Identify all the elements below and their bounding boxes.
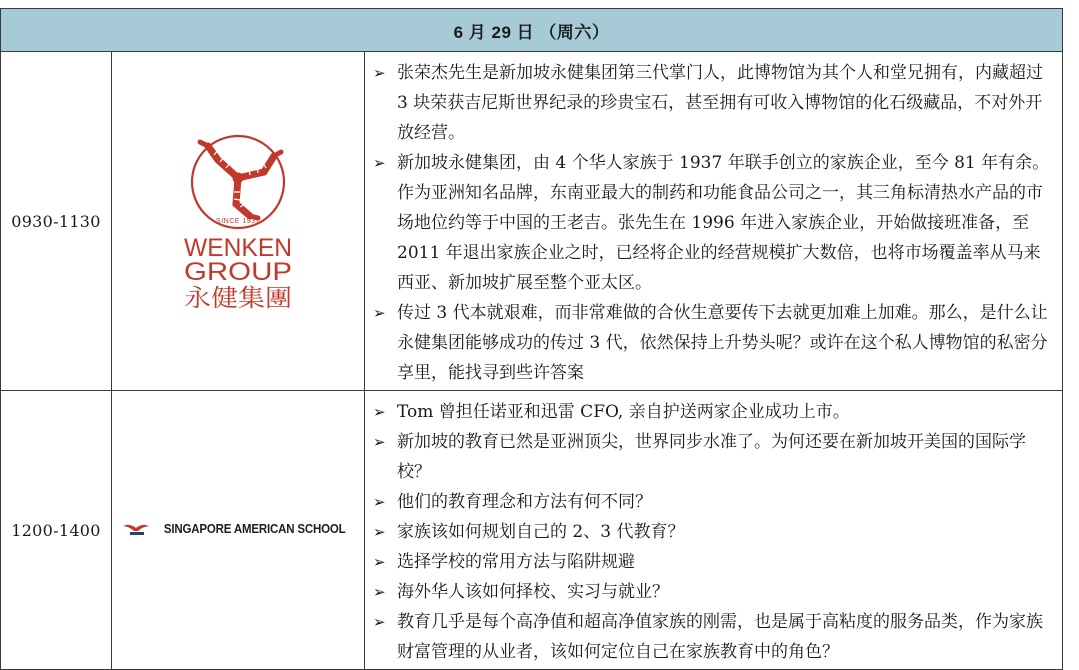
arrow-bullet-icon: ➢ <box>373 304 386 322</box>
list-item: ➢ 他们的教育理念和方法有何不同？ <box>373 487 1054 517</box>
schedule-table <box>0 8 1063 670</box>
wenken-logo-cell <box>112 52 365 391</box>
since-text: SINCE 1937 <box>216 218 260 225</box>
chinese-name-text: 永健集團 <box>184 284 292 310</box>
sas-logo-cell <box>112 391 365 670</box>
arrow-bullet-icon: ➢ <box>373 613 386 631</box>
wenken-text: WENKEN <box>184 234 292 262</box>
wenken-emblem-icon <box>178 128 298 310</box>
sas-name-text: SINGAPORE AMERICAN SCHOOL <box>164 521 346 536</box>
date-header: 6 月 29 日 （周六） <box>1 9 1063 52</box>
arrow-bullet-icon: ➢ <box>373 433 386 451</box>
sas-eagle-icon <box>122 522 150 536</box>
group-text: GROUP <box>184 258 292 286</box>
session-row <box>1 52 1063 391</box>
list-item: ➢ 选择学校的常用方法与陷阱规避 <box>373 547 1054 577</box>
session-description <box>365 52 1063 391</box>
list-item: ➢ 新加坡的教育已然是亚洲顶尖，世界同步水准了。为何还要在新加坡开美国的国际学校？ <box>373 427 1054 487</box>
session-row <box>1 391 1063 670</box>
session-time: 0930-1130 <box>1 52 112 391</box>
arrow-bullet-icon: ➢ <box>373 523 386 541</box>
date-header-row <box>1 9 1063 52</box>
schedule-sheet <box>0 8 1062 670</box>
list-item: ➢ 传过 3 代本就艰难，而非常难做的合伙生意要传下去就更加难上加难。那么，是什么让永健集团能够成功的传过 3 代，依然保持上升势头呢？或许在这个私人博物馆的私密分享里，能找寻到些许答案 <box>373 298 1054 388</box>
list-item: ➢ 教育几乎是每个高净值和超高净值家族的刚需，也是属于高粘度的服务品类，作为家族财富管理的从业者，该如何定位自己在家族教育中的角色？ <box>373 607 1054 667</box>
session-description <box>365 391 1063 670</box>
list-item: ➢ 海外华人该如何择校、实习与就业？ <box>373 577 1054 607</box>
bullet-list <box>373 58 1054 388</box>
session-time: 1200-1400 <box>1 391 112 670</box>
arrow-bullet-icon: ➢ <box>373 403 386 421</box>
list-item: ➢ 家族该如何规划自己的 2、3 代教育？ <box>373 517 1054 547</box>
list-item: ➢ Tom 曾担任诺亚和迅雷 CFO, 亲自护送两家企业成功上市。 <box>373 397 1054 427</box>
list-item: ➢ 张荣杰先生是新加坡永健集团第三代掌门人，此博物馆为其个人和堂兄拥有，内藏超过 3 块荣获吉尼斯世界纪录的珍贵宝石，甚至拥有可收入博物馆的化石级藏品，不对外开放经营。 <box>373 58 1054 148</box>
bullet-list <box>373 397 1054 667</box>
singapore-american-school-logo <box>122 522 353 536</box>
arrow-bullet-icon: ➢ <box>373 583 386 601</box>
list-item: ➢ 新加坡永健集团，由 4 个华人家族于 1937 年联手创立的家族企业，至今 81 年有余。作为亚洲知名品牌，东南亚最大的制药和功能食品公司之一，其三角标清热水产品的市场地位约等于中国的王老吉。张先生在 1996 年进入家族企业，开始做接班准备，至 2011 年退出家族企业之时，已经将企业的经营规模扩大数倍，也将市场覆盖率从马来西亚、新加坡扩展至整个亚太区。 <box>373 148 1054 298</box>
arrow-bullet-icon: ➢ <box>373 64 386 82</box>
arrow-bullet-icon: ➢ <box>373 553 386 571</box>
wenken-group-logo <box>178 128 298 314</box>
arrow-bullet-icon: ➢ <box>373 154 386 172</box>
arrow-bullet-icon: ➢ <box>373 493 386 511</box>
